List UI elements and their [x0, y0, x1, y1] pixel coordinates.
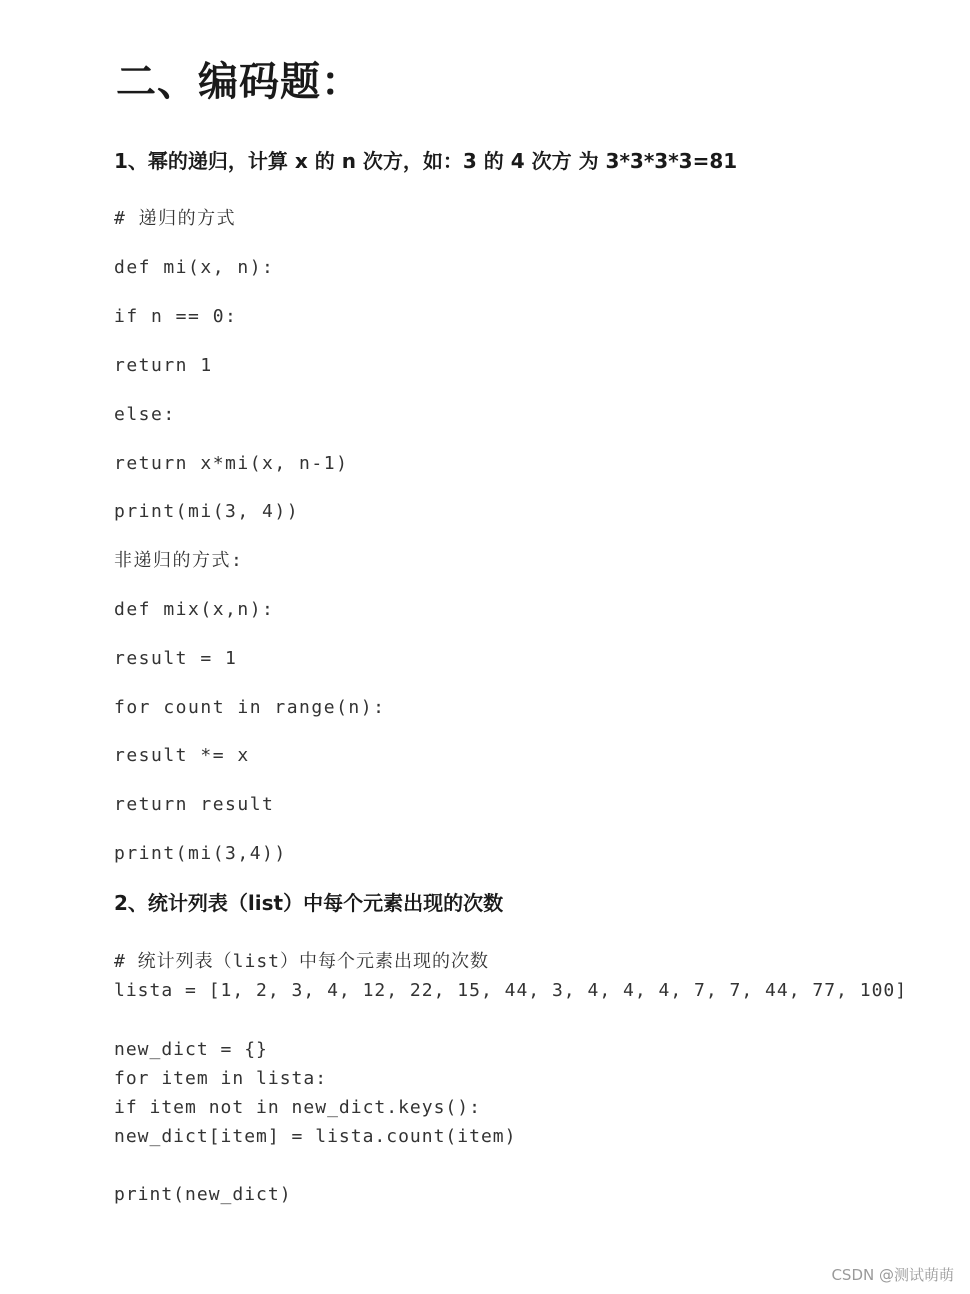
csdn-watermark: CSDN @测试萌萌: [831, 1266, 954, 1284]
q2-code-line: lista = [1, 2, 3, 4, 12, 22, 15, 44, 3, 4, 4, 4, 7, 7, 44, 77, 100]: [114, 980, 908, 1001]
q1-code-line: if n == 0:: [114, 306, 238, 327]
q2-code-line: # 统计列表（list）中每个元素出现的次数: [114, 951, 490, 972]
section-title: 二、编码题：: [116, 59, 362, 105]
q1-code-line: print(mi(3, 4)): [114, 501, 300, 522]
q1-code-line: 非递归的方式:: [114, 550, 244, 571]
q1-code-line: # 递归的方式: [114, 208, 237, 229]
q1-code-line: return result: [114, 794, 275, 815]
q1-code-line: result = 1: [114, 648, 238, 669]
q2-code-line: new_dict = {}: [114, 1039, 268, 1060]
q1-code-line: return 1: [114, 355, 213, 376]
q1-code-line: return x*mi(x, n-1): [114, 453, 349, 474]
q1-code-line: for count in range(n):: [114, 697, 386, 718]
q2-code-line: for item in lista:: [114, 1068, 328, 1089]
q1-code-line: result *= x: [114, 745, 250, 766]
q2-code-line: if item not in new_dict.keys():: [114, 1097, 481, 1118]
question-1-heading: 1、幂的递归，计算 x 的 n 次方，如：3 的 4 次方 为 3*3*3*3=81: [114, 149, 738, 173]
q1-code-line: else:: [114, 404, 176, 425]
q2-code-line: print(new_dict): [114, 1184, 292, 1205]
question-2-heading: 2、统计列表（list）中每个元素出现的次数: [114, 891, 504, 915]
q2-code-line: new_dict[item] = lista.count(item): [114, 1126, 517, 1147]
q1-code-line: def mix(x,n):: [114, 599, 275, 620]
q1-code-line: print(mi(3,4)): [114, 843, 287, 864]
q1-code-line: def mi(x, n):: [114, 257, 275, 278]
